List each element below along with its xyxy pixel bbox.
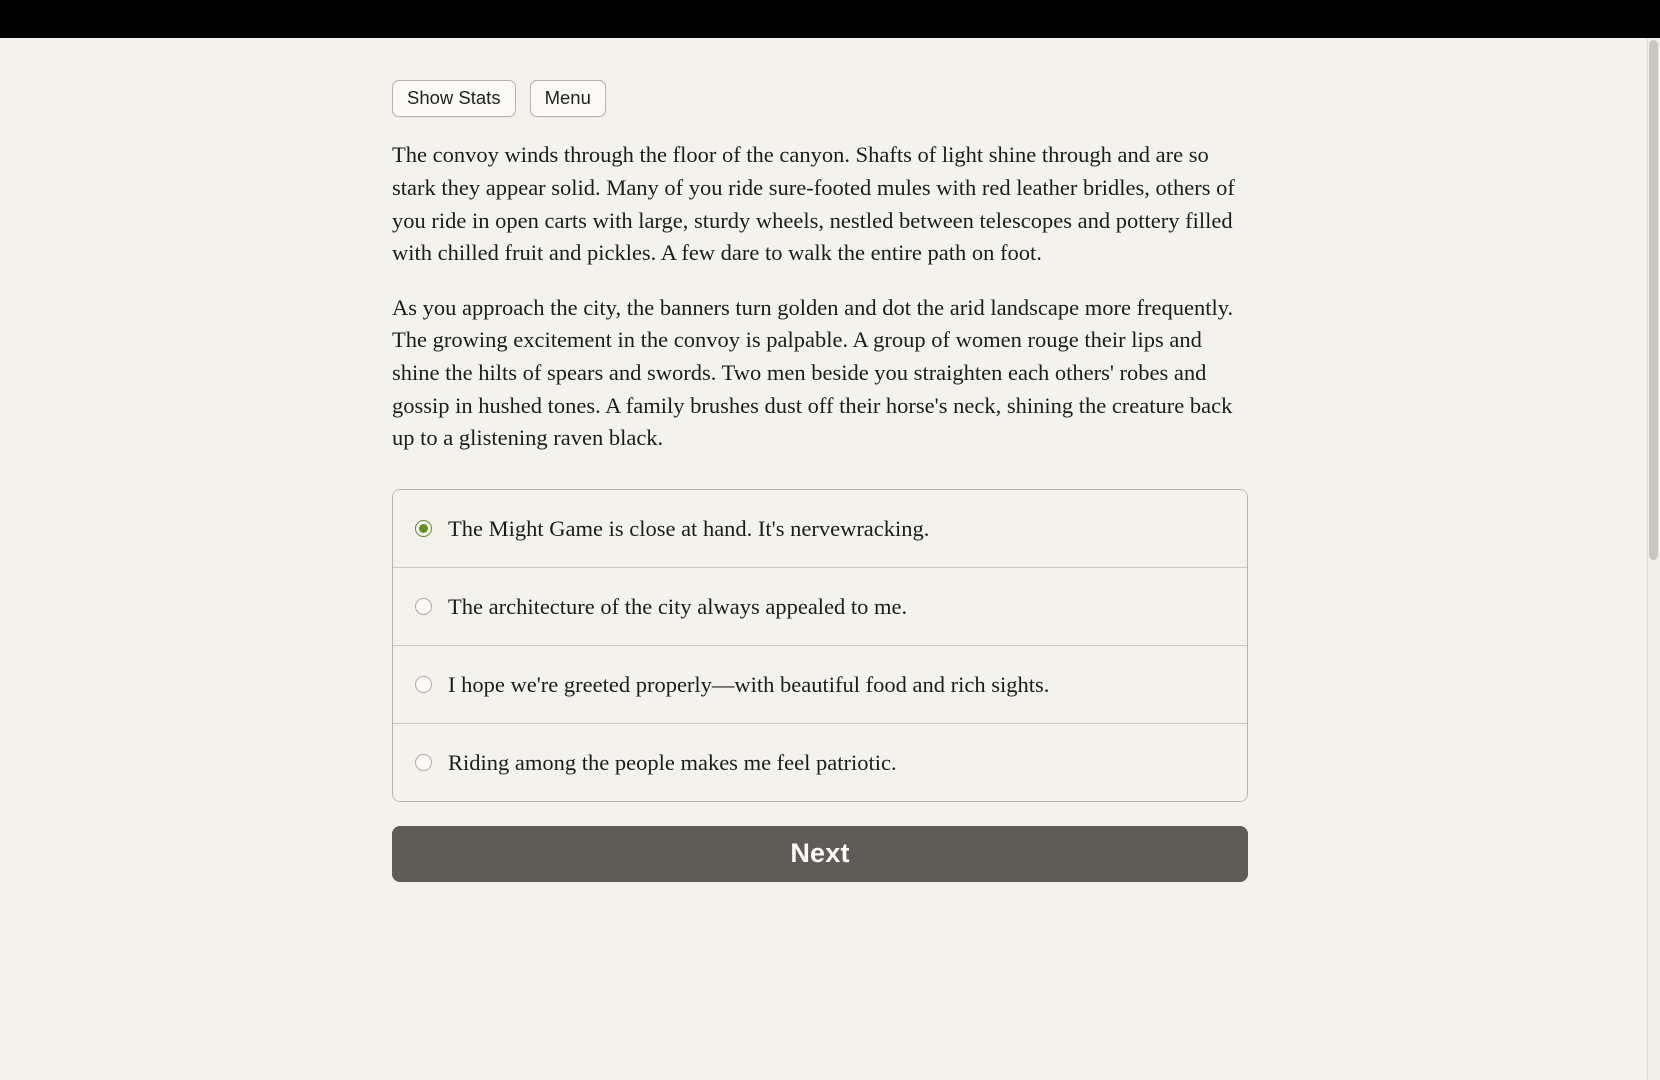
page-scrollbar[interactable] [1647,38,1660,1080]
show-stats-button[interactable]: Show Stats [392,80,516,117]
menu-button[interactable]: Menu [530,80,606,117]
choice-list [392,489,1248,802]
story-page [0,38,1652,1080]
choice-label: The Might Game is close at hand. It's nervewracking. [448,515,930,541]
story-content [392,80,1248,882]
radio-icon[interactable] [415,754,432,771]
letterbox-top-bar [0,0,1660,38]
next-button[interactable]: Next [392,826,1248,882]
radio-icon[interactable] [415,676,432,693]
choice-option-4[interactable] [393,724,1247,801]
choice-label: Riding among the people makes me feel patriotic. [448,749,897,775]
choice-option-3[interactable] [393,646,1247,724]
choice-option-2[interactable] [393,568,1247,646]
choice-label: I hope we're greeted properly—with beautiful food and rich sights. [448,671,1050,697]
toolbar [392,80,1248,117]
radio-selected-icon[interactable] [415,520,432,537]
choice-option-1[interactable] [393,490,1247,568]
radio-icon[interactable] [415,598,432,615]
scrollbar-thumb[interactable] [1649,40,1658,560]
choice-label: The architecture of the city always appealed to me. [448,593,908,619]
story-paragraph-1: The convoy winds through the floor of the canyon. Shafts of light shine through and are so stark they appear solid. Many of you ride sure-footed mules with red leather bridles, others of you ride in open carts with large, sturdy wheels, nestled between telescopes and pottery filled with chilled fruit and pickles. A few dare to walk the entire path on foot. [392,142,1235,266]
story-paragraph-2: As you approach the city, the banners turn golden and dot the arid landscape more frequently. The growing excitement in the convoy is palpable. A group of women rouge their lips and shine the hilts of spears and swords. Two men beside you straighten each others' robes and gossip in hushed tones. A family brushes dust off their horse's neck, shining the creature back up to a glistening raven black. [392,294,1234,451]
